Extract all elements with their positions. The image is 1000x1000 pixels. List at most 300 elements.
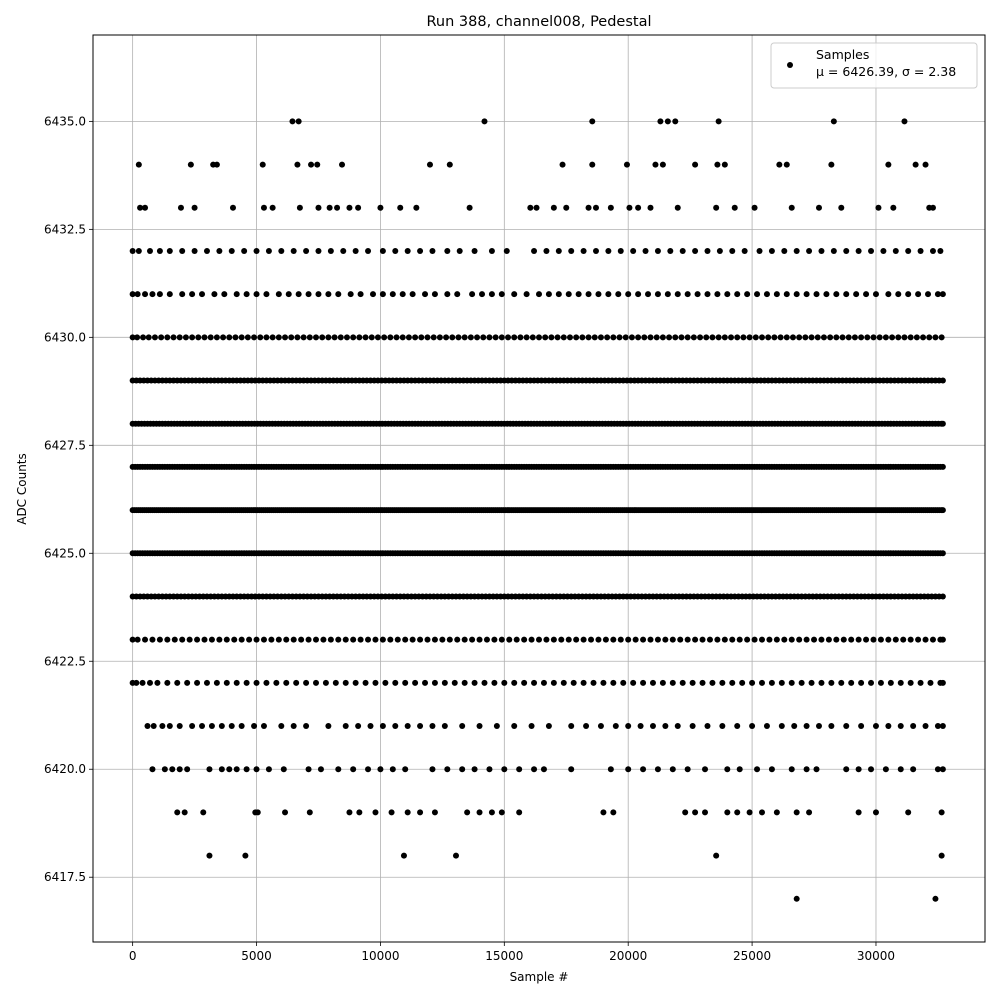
data-point (315, 291, 321, 297)
data-point (524, 334, 530, 340)
legend-label-stats: μ = 6426.39, σ = 2.38 (816, 64, 957, 79)
data-point (418, 334, 424, 340)
data-point (289, 118, 295, 124)
data-point (429, 723, 435, 729)
data-point (744, 637, 750, 643)
data-point (278, 723, 284, 729)
data-point (610, 680, 616, 686)
data-point (589, 162, 595, 168)
data-point (425, 334, 431, 340)
data-point (858, 723, 864, 729)
data-point (151, 723, 157, 729)
data-point (505, 334, 511, 340)
data-point (560, 162, 566, 168)
x-tick-label: 20000 (609, 949, 648, 963)
data-point (864, 334, 870, 340)
data-point (536, 637, 542, 643)
data-point (809, 334, 815, 340)
data-point (898, 680, 904, 686)
data-point (491, 680, 497, 686)
data-point (358, 291, 364, 297)
data-point (940, 507, 946, 513)
data-point (543, 637, 549, 643)
data-point (885, 291, 891, 297)
data-point (437, 334, 443, 340)
data-point (635, 291, 641, 297)
x-tick-label: 10000 (361, 949, 400, 963)
data-point (282, 334, 288, 340)
data-point (457, 248, 463, 254)
data-point (394, 334, 400, 340)
data-point (648, 637, 654, 643)
data-point (216, 637, 222, 643)
data-point (794, 291, 800, 297)
data-point (134, 334, 140, 340)
data-point (219, 766, 225, 772)
data-point (858, 680, 864, 686)
data-point (752, 637, 758, 643)
data-point (566, 637, 572, 643)
data-point (454, 291, 460, 297)
data-point (843, 291, 849, 297)
data-point (333, 680, 339, 686)
data-point (546, 291, 552, 297)
data-point (655, 637, 661, 643)
data-point (459, 723, 465, 729)
data-point (624, 162, 630, 168)
data-point (737, 637, 743, 643)
data-point (568, 723, 574, 729)
data-point (714, 637, 720, 643)
data-point (749, 680, 755, 686)
data-point (940, 550, 946, 556)
data-point (662, 723, 668, 729)
data-point (871, 637, 877, 643)
data-point (608, 766, 614, 772)
data-point (177, 723, 183, 729)
data-point (804, 723, 810, 729)
data-point (462, 680, 468, 686)
data-point (263, 680, 269, 686)
data-point (910, 766, 916, 772)
data-point (794, 248, 800, 254)
y-tick-label: 6420.0 (44, 762, 86, 777)
data-point (858, 334, 864, 340)
data-point (202, 637, 208, 643)
data-point (878, 637, 884, 643)
data-point (852, 334, 858, 340)
data-point (630, 680, 636, 686)
data-point (551, 205, 557, 211)
data-point (905, 291, 911, 297)
data-point (307, 809, 313, 815)
data-point (521, 680, 527, 686)
data-point (868, 248, 874, 254)
data-point (381, 334, 387, 340)
data-point (313, 680, 319, 686)
x-tick-label: 30000 (856, 949, 896, 963)
data-point (229, 248, 235, 254)
data-point (303, 723, 309, 729)
x-tick-label: 0 (128, 949, 137, 963)
data-point (650, 680, 656, 686)
data-point (484, 637, 490, 643)
data-point (467, 205, 473, 211)
data-point (818, 248, 824, 254)
data-point (878, 680, 884, 686)
data-point (915, 291, 921, 297)
data-point (654, 334, 660, 340)
data-point (194, 680, 200, 686)
data-point (833, 637, 839, 643)
data-point (224, 637, 230, 643)
data-point (579, 334, 585, 340)
data-point (831, 248, 837, 254)
data-point (206, 853, 212, 859)
data-point (261, 637, 267, 643)
data-point (297, 205, 303, 211)
data-point (442, 680, 448, 686)
data-point (732, 205, 738, 211)
data-point (779, 680, 785, 686)
data-point (692, 809, 698, 815)
data-point (365, 766, 371, 772)
data-point (802, 334, 808, 340)
data-point (630, 248, 636, 254)
data-point (827, 334, 833, 340)
data-point (472, 766, 478, 772)
data-point (660, 162, 666, 168)
data-point (402, 766, 408, 772)
data-point (472, 680, 478, 686)
data-point (429, 766, 435, 772)
data-point (260, 162, 266, 168)
data-point (261, 723, 267, 729)
data-point (778, 334, 784, 340)
legend-marker (787, 62, 793, 68)
data-point (831, 118, 837, 124)
data-point (444, 291, 450, 297)
data-point (405, 723, 411, 729)
data-point (149, 766, 155, 772)
data-point (147, 248, 153, 254)
data-point (226, 766, 232, 772)
data-point (335, 766, 341, 772)
data-point (204, 248, 210, 254)
data-point (189, 291, 195, 297)
data-point (620, 680, 626, 686)
data-point (885, 637, 891, 643)
data-point (675, 291, 681, 297)
data-point (530, 334, 536, 340)
data-point (753, 334, 759, 340)
data-point (556, 248, 562, 254)
data-point (766, 637, 772, 643)
data-point (729, 680, 735, 686)
data-point (816, 205, 822, 211)
data-point (294, 334, 300, 340)
data-point (303, 248, 309, 254)
data-point (276, 334, 282, 340)
data-point (140, 334, 146, 340)
data-point (670, 680, 676, 686)
data-point (432, 680, 438, 686)
data-point (462, 637, 468, 643)
data-point (194, 637, 200, 643)
data-point (251, 723, 257, 729)
data-point (147, 680, 153, 686)
data-point (670, 637, 676, 643)
data-point (142, 291, 148, 297)
data-point (752, 205, 758, 211)
data-point (286, 291, 292, 297)
data-point (841, 637, 847, 643)
data-point (389, 809, 395, 815)
data-point (940, 464, 946, 470)
data-point (823, 291, 829, 297)
data-point (372, 809, 378, 815)
data-point (635, 334, 641, 340)
data-point (164, 334, 170, 340)
data-point (923, 162, 929, 168)
data-point (157, 291, 163, 297)
data-point (294, 162, 300, 168)
data-point (432, 809, 438, 815)
data-point (877, 334, 883, 340)
data-point (282, 809, 288, 815)
data-point (595, 291, 601, 297)
data-point (365, 637, 371, 643)
data-point (784, 291, 790, 297)
data-point (276, 637, 282, 643)
data-point (843, 248, 849, 254)
data-point (242, 853, 248, 859)
data-point (202, 334, 208, 340)
data-point (759, 809, 765, 815)
data-point (234, 766, 240, 772)
data-point (618, 248, 624, 254)
data-point (939, 809, 945, 815)
data-point (940, 593, 946, 599)
data-point (204, 680, 210, 686)
data-point (581, 637, 587, 643)
data-point (541, 766, 547, 772)
data-point (873, 291, 879, 297)
data-point (724, 809, 730, 815)
data-point (339, 162, 345, 168)
data-point (489, 248, 495, 254)
data-point (363, 680, 369, 686)
data-point (494, 723, 500, 729)
data-point (932, 896, 938, 902)
data-point (638, 723, 644, 729)
data-point (558, 637, 564, 643)
data-point (226, 334, 232, 340)
data-point (369, 334, 375, 340)
data-point (719, 723, 725, 729)
data-point (358, 637, 364, 643)
data-point (586, 291, 592, 297)
data-point (372, 637, 378, 643)
data-point (142, 205, 148, 211)
data-point (506, 637, 512, 643)
data-point (529, 637, 535, 643)
data-point (184, 680, 190, 686)
data-point (152, 334, 158, 340)
data-point (429, 248, 435, 254)
data-point (189, 723, 195, 729)
data-point (135, 637, 141, 643)
data-point (814, 766, 820, 772)
data-point (910, 723, 916, 729)
y-axis-title: ADC Counts (15, 453, 29, 525)
data-point (598, 723, 604, 729)
data-point (318, 766, 324, 772)
data-point (685, 334, 691, 340)
data-point (340, 248, 346, 254)
data-point (940, 723, 946, 729)
data-point (195, 334, 201, 340)
data-point (377, 766, 383, 772)
data-point (439, 637, 445, 643)
data-point (375, 334, 381, 340)
data-point (314, 162, 320, 168)
y-tick-label: 6427.5 (44, 438, 86, 453)
data-point (925, 291, 931, 297)
data-point (923, 637, 929, 643)
y-tick-label: 6432.5 (44, 222, 86, 237)
data-point (453, 853, 459, 859)
data-point (192, 205, 198, 211)
data-point (447, 162, 453, 168)
data-point (677, 637, 683, 643)
data-point (868, 680, 874, 686)
data-point (940, 637, 946, 643)
data-point (811, 637, 817, 643)
data-point (889, 334, 895, 340)
data-point (625, 637, 631, 643)
data-point (184, 766, 190, 772)
data-point (536, 291, 542, 297)
data-point (149, 637, 155, 643)
data-point (449, 334, 455, 340)
data-point (645, 291, 651, 297)
data-point (806, 248, 812, 254)
data-point (356, 334, 362, 340)
data-point (604, 334, 610, 340)
y-tick-label: 6435.0 (44, 114, 86, 129)
data-point (685, 766, 691, 772)
data-point (306, 766, 312, 772)
data-point (652, 162, 658, 168)
data-point (848, 680, 854, 686)
data-point (905, 248, 911, 254)
data-point (629, 334, 635, 340)
data-point (145, 723, 151, 729)
data-point (728, 334, 734, 340)
data-point (692, 162, 698, 168)
data-point (790, 334, 796, 340)
data-point (880, 248, 886, 254)
data-point (417, 637, 423, 643)
data-point (283, 680, 289, 686)
data-point (769, 680, 775, 686)
data-point (759, 680, 765, 686)
data-point (623, 334, 629, 340)
data-point (417, 809, 423, 815)
data-point (527, 205, 533, 211)
data-point (697, 334, 703, 340)
data-point (593, 205, 599, 211)
data-point (655, 248, 661, 254)
data-point (400, 334, 406, 340)
data-point (140, 680, 146, 686)
data-point (568, 248, 574, 254)
data-point (209, 637, 215, 643)
data-point (431, 334, 437, 340)
data-point (179, 291, 185, 297)
data-point (278, 248, 284, 254)
data-point (499, 334, 505, 340)
data-point (769, 248, 775, 254)
x-tick-label: 25000 (732, 949, 772, 963)
data-point (291, 723, 297, 729)
data-point (325, 334, 331, 340)
data-point (914, 334, 920, 340)
data-point (581, 680, 587, 686)
data-point (667, 248, 673, 254)
data-point (477, 723, 483, 729)
data-point (338, 334, 344, 340)
data-point (174, 809, 180, 815)
data-point (142, 637, 148, 643)
y-tick-label: 6417.5 (44, 870, 86, 885)
data-point (737, 766, 743, 772)
data-point (306, 637, 312, 643)
data-point (784, 162, 790, 168)
data-point (707, 637, 713, 643)
data-point (182, 809, 188, 815)
data-point (714, 291, 720, 297)
data-point (219, 723, 225, 729)
data-point (251, 334, 257, 340)
data-point (640, 680, 646, 686)
data-point (757, 248, 763, 254)
data-point (209, 723, 215, 729)
data-point (239, 334, 245, 340)
data-point (257, 334, 263, 340)
data-point (895, 291, 901, 297)
data-point (846, 334, 852, 340)
data-point (380, 723, 386, 729)
data-point (754, 291, 760, 297)
data-point (759, 637, 765, 643)
data-point (930, 248, 936, 254)
data-point (692, 637, 698, 643)
data-point (764, 291, 770, 297)
data-point (447, 637, 453, 643)
data-point (700, 680, 706, 686)
data-point (828, 162, 834, 168)
data-point (685, 291, 691, 297)
data-point (784, 334, 790, 340)
chart-title: Run 388, channel008, Pedestal (426, 14, 652, 30)
data-point (343, 723, 349, 729)
data-point (524, 291, 530, 297)
data-point (234, 291, 240, 297)
data-point (739, 680, 745, 686)
data-point (853, 291, 859, 297)
